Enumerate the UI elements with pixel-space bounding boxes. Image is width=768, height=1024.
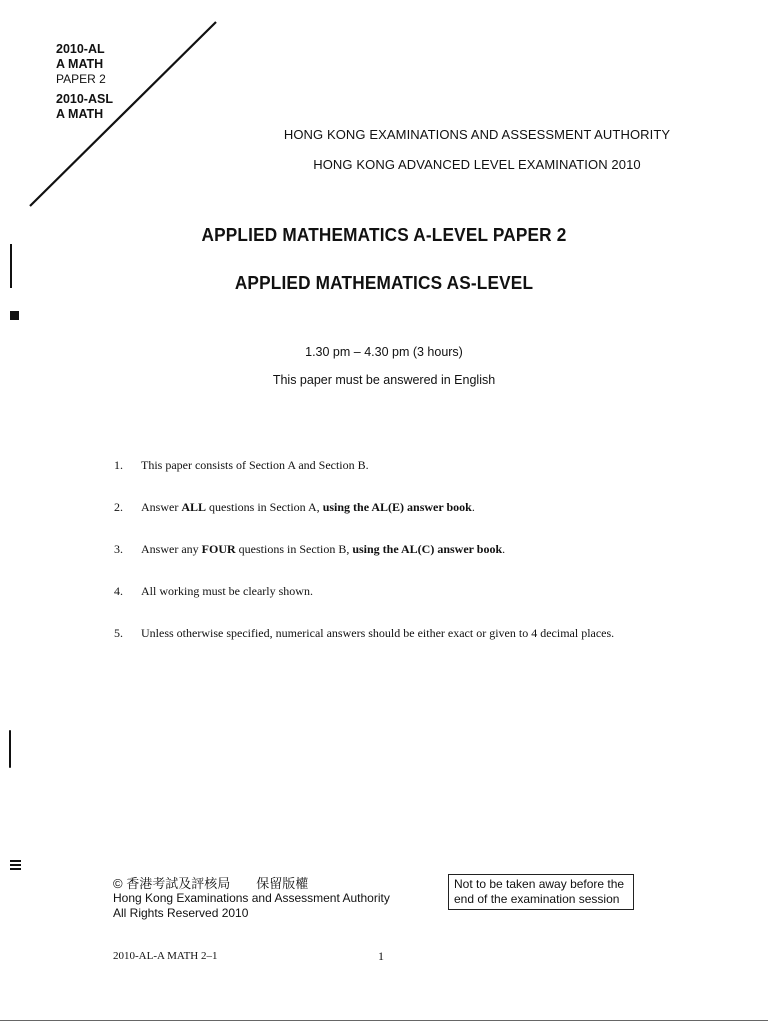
scan-mark [10, 860, 21, 862]
instruction-item: 3. Answer any FOUR questions in Section B, using the AL(C) answer book. [114, 542, 506, 556]
page-number: 1 [378, 949, 384, 963]
scan-mark [10, 311, 19, 320]
exam-time: 1.30 pm – 4.30 pm (3 hours) [305, 345, 463, 359]
paper-code-block [56, 42, 113, 122]
copyright-english: Hong Kong Examinations and Assessment Authority [113, 891, 390, 905]
scan-mark [10, 868, 21, 870]
instruction-item: 2. Answer ALL questions in Section A, using the AL(E) answer book. [114, 500, 475, 514]
paper-code-asl: 2010-ASL [56, 92, 113, 106]
paper-subject-al: A MATH [56, 57, 104, 71]
title-a-level: APPLIED MATHEMATICS A-LEVEL PAPER 2 [201, 224, 567, 245]
copyright-block [113, 876, 390, 921]
instruction-item: 1. This paper consists of Section A and Section B. [114, 458, 369, 472]
title-as-level: APPLIED MATHEMATICS AS-LEVEL [234, 272, 534, 293]
paper-page-code: 2010-AL-A MATH 2–1 [113, 950, 218, 962]
rights-reserved: All Rights Reserved 2010 [113, 906, 249, 920]
scan-mark [10, 864, 21, 866]
paper-code-al: 2010-AL [56, 42, 105, 56]
copyright-chinese: © 香港考試及評核局 保留版權 [113, 876, 309, 891]
scan-edge-line [0, 1020, 768, 1021]
language-note: This paper must be answered in English [272, 373, 496, 387]
instruction-item: 4. All working must be clearly shown. [114, 584, 313, 598]
instruction-item: 5. Unless otherwise specified, numerical answers should be either exact or given to 4 decimal places. [114, 626, 615, 640]
exam-heading: HONG KONG ADVANCED LEVEL EXAMINATION 2010 [313, 157, 641, 172]
scan-mark [10, 244, 12, 288]
not-to-be-taken-notice: Not to be taken away before the end of the examination session [448, 874, 634, 910]
paper-subject-asl: A MATH [56, 107, 104, 121]
corner-diagonal-line [0, 0, 768, 220]
scan-mark [9, 730, 11, 768]
paper-number: PAPER 2 [56, 72, 106, 86]
authority-heading: HONG KONG EXAMINATIONS AND ASSESSMENT AUTHORITY [283, 127, 671, 142]
